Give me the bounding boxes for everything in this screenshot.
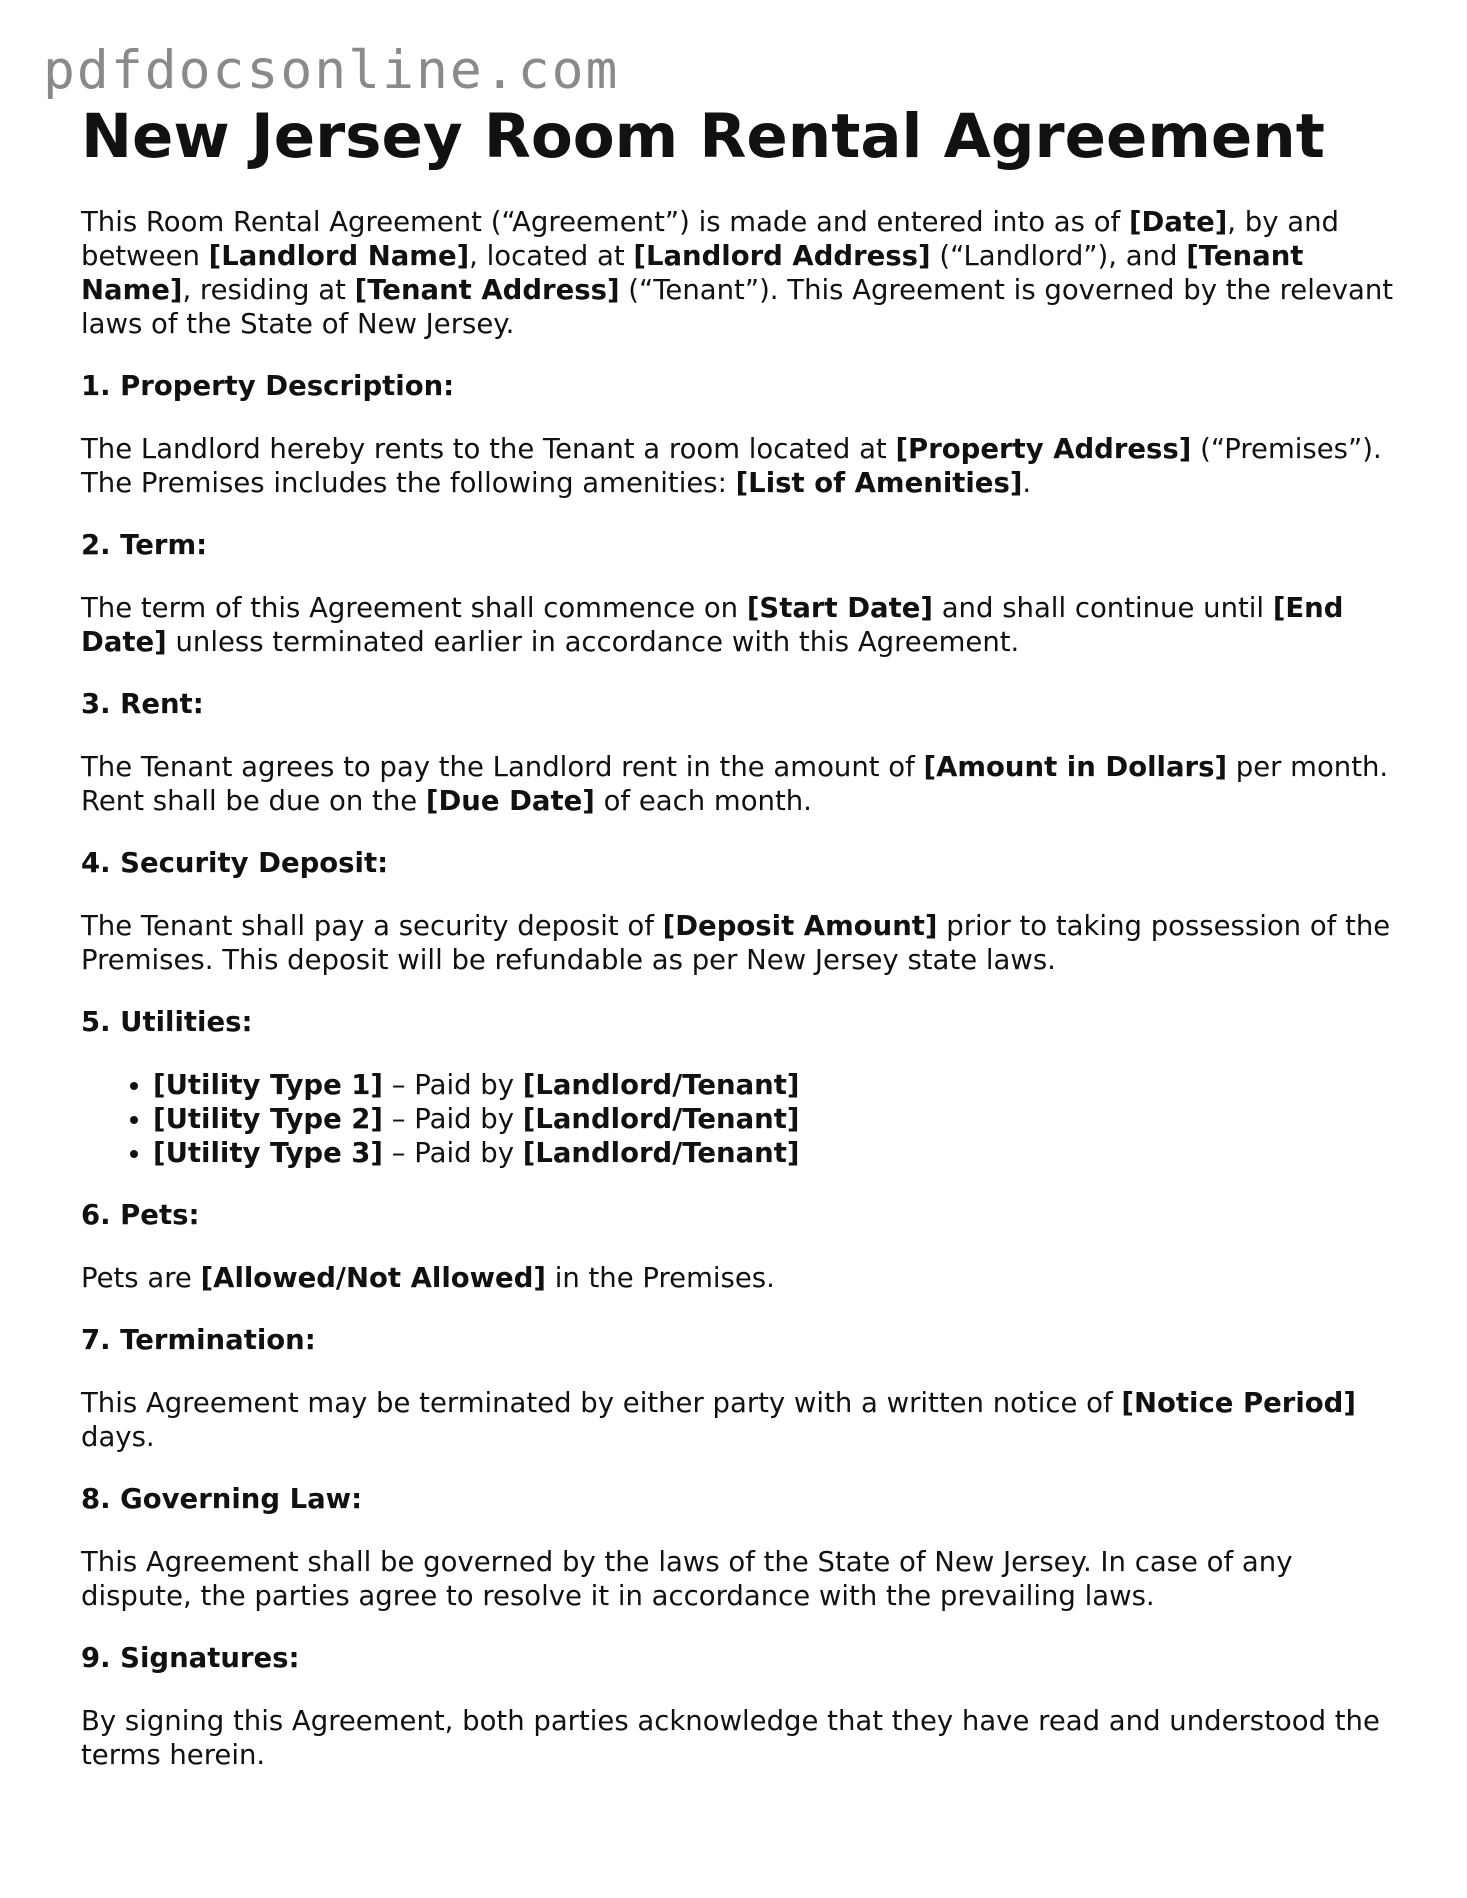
body-text: The Landlord hereby rents to the Tenant a room located at <box>81 433 896 466</box>
body-text: per month. Rent shall be due on the <box>81 751 1389 818</box>
section-body-pets <box>81 1261 1411 1295</box>
utility-type-placeholder: [Utility Type 2] <box>153 1103 384 1136</box>
body-text: unless terminated earlier in accordance with this Agreement. <box>166 626 1020 659</box>
section-heading-term: 2. Term: <box>81 529 208 562</box>
utility-payer-placeholder: [Landlord/Tenant] <box>522 1069 800 1102</box>
utility-separator: – Paid by <box>383 1069 523 1102</box>
list-item <box>153 1136 1411 1170</box>
body-text: and shall continue until <box>932 592 1273 625</box>
intro-text: (“Landlord”), and <box>930 240 1187 273</box>
tenant-name-placeholder: [Tenant Name] <box>81 240 1304 307</box>
intro-text: , residing at <box>182 274 355 307</box>
section-heading-pets: 6. Pets: <box>81 1199 200 1232</box>
tenant-address-placeholder: [Tenant Address] <box>354 274 620 307</box>
end-date-placeholder: [End Date] <box>81 592 1344 659</box>
section-body-termination <box>81 1386 1411 1454</box>
body-text: of each month. <box>594 785 812 818</box>
date-placeholder: [Date] <box>1128 206 1228 239</box>
intro-text: (“Tenant”). This Agreement is governed by the relevant laws of the State of New Jersey. <box>81 274 1394 341</box>
utility-type-placeholder: [Utility Type 3] <box>153 1137 384 1170</box>
intro-text: , by and between <box>81 206 1339 273</box>
document-title: New Jersey Room Rental Agreement <box>81 101 1325 172</box>
utilities-list <box>81 1068 1411 1170</box>
section-body-property <box>81 432 1411 500</box>
section-body-rent <box>81 750 1411 818</box>
due-date-placeholder: [Due Date] <box>425 785 595 818</box>
section-body-deposit <box>81 909 1411 977</box>
section-body-governing-law: This Agreement shall be governed by the laws of the State of New Jersey. In case of any dispute, the parties agree to resolve it in accordance with the prevailing laws. <box>81 1546 1293 1613</box>
body-text: prior to taking possession of the Premises. This deposit will be refundable as per New Jersey state laws. <box>81 910 1391 977</box>
notice-period-placeholder: [Notice Period] <box>1121 1387 1356 1420</box>
section-heading-property: 1. Property Description: <box>81 370 455 403</box>
landlord-address-placeholder: [Landlord Address] <box>633 240 931 273</box>
utility-payer-placeholder: [Landlord/Tenant] <box>522 1103 800 1136</box>
section-heading-rent: 3. Rent: <box>81 688 204 721</box>
intro-text: This Room Rental Agreement (“Agreement”) is made and entered into as of <box>81 206 1129 239</box>
amenities-placeholder: [List of Amenities] <box>735 467 1023 500</box>
utility-separator: – Paid by <box>383 1137 523 1170</box>
document <box>81 100 1411 1772</box>
intro-text: , located at <box>469 240 634 273</box>
section-heading-utilities: 5. Utilities: <box>81 1006 253 1039</box>
watermark: pdfdocsonline.com <box>43 40 620 101</box>
section-heading-signatures: 9. Signatures: <box>81 1642 300 1675</box>
pets-allowed-placeholder: [Allowed/Not Allowed] <box>200 1262 546 1295</box>
body-text: This Agreement may be terminated by either party with a written notice of <box>81 1387 1122 1420</box>
body-text: The Tenant agrees to pay the Landlord rent in the amount of <box>81 751 924 784</box>
landlord-name-placeholder: [Landlord Name] <box>208 240 470 273</box>
section-heading-deposit: 4. Security Deposit: <box>81 847 389 880</box>
property-address-placeholder: [Property Address] <box>895 433 1192 466</box>
section-body-term <box>81 591 1411 659</box>
rent-amount-placeholder: [Amount in Dollars] <box>923 751 1228 784</box>
body-text: The term of this Agreement shall commence on <box>81 592 747 625</box>
list-item <box>153 1102 1411 1136</box>
intro-paragraph <box>81 205 1411 341</box>
body-text: days. <box>81 1421 155 1454</box>
body-text: . <box>1022 467 1032 500</box>
section-body-signatures: By signing this Agreement, both parties acknowledge that they have read and understood the terms herein. <box>81 1705 1380 1772</box>
body-text: The Tenant shall pay a security deposit of <box>81 910 663 943</box>
section-heading-termination: 7. Termination: <box>81 1324 316 1357</box>
utility-type-placeholder: [Utility Type 1] <box>153 1069 384 1102</box>
start-date-placeholder: [Start Date] <box>746 592 933 625</box>
body-text: Pets are <box>81 1262 201 1295</box>
body-text: (“Premises”). The Premises includes the following amenities: <box>81 433 1382 500</box>
list-item <box>153 1068 1411 1102</box>
utility-separator: – Paid by <box>383 1103 523 1136</box>
body-text: in the Premises. <box>545 1262 775 1295</box>
deposit-amount-placeholder: [Deposit Amount] <box>662 910 938 943</box>
section-heading-governing-law: 8. Governing Law: <box>81 1483 363 1516</box>
utility-payer-placeholder: [Landlord/Tenant] <box>522 1137 800 1170</box>
